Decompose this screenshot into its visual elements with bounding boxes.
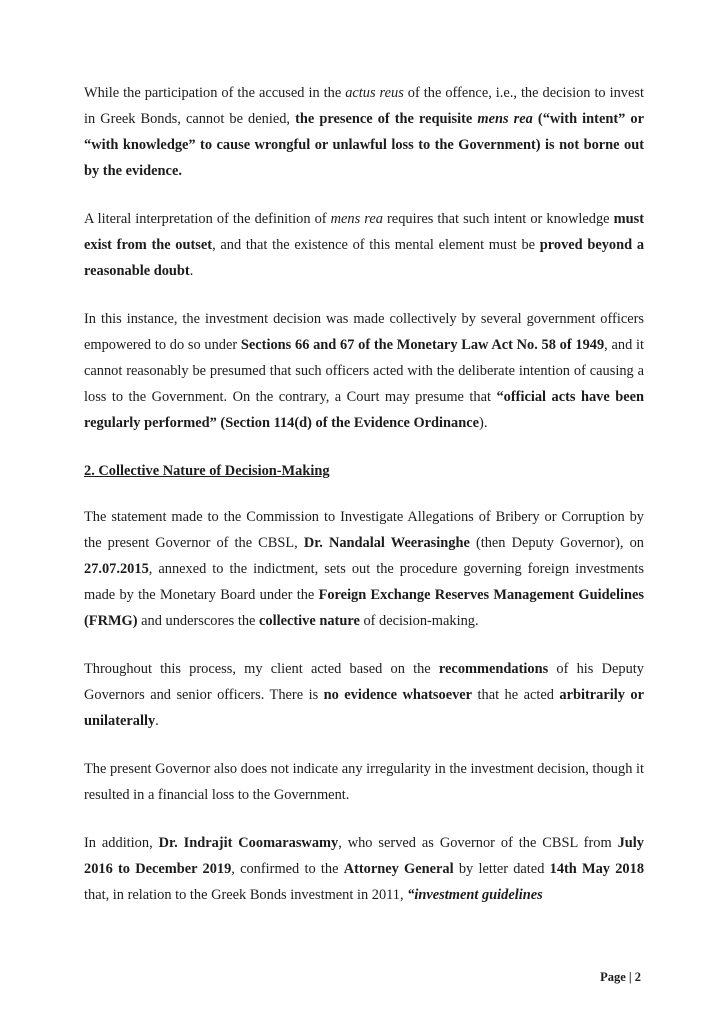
emphasis-run: arbitrarily or unilaterally — [84, 687, 644, 729]
text-run: of decision-making. — [359, 613, 479, 629]
text-run: Throughout this process, my client acted based on the — [84, 661, 439, 677]
text-run: The statement made to the Commission to Investigate Allegations of Bribery or Corruption by the present Governor of the CBSL, — [84, 509, 644, 551]
text-run: . — [189, 263, 194, 279]
paragraph — [84, 830, 644, 908]
paragraph — [84, 504, 644, 634]
text-run: requires that such intent or knowledge — [382, 211, 614, 227]
paragraph — [84, 306, 644, 436]
emphasis-run: Foreign Exchange Reserves Management Guidelines (FRMG) — [84, 587, 644, 629]
emphasis-run: Attorney General — [343, 861, 454, 877]
paragraph — [84, 80, 644, 184]
text-run: . — [155, 713, 159, 729]
emphasis-run: proved beyond a reasonable doubt — [84, 237, 645, 279]
page-number: Page | 2 — [600, 970, 641, 984]
paragraph — [84, 206, 644, 284]
text-run: The present Governor also does not indicate any irregularity in the investment decision, though it resulted in a financial loss to the Government. — [84, 761, 644, 803]
text-run: that, in relation to the Greek Bonds investment in 2011, — [84, 887, 408, 903]
emphasis-run: the presence of the requisite — [295, 111, 478, 127]
emphasis-run: “official acts have been regularly performed” (Section 114(d) of the Evidence Ordinance — [84, 389, 644, 431]
text-run: , and that the existence of this mental element must be — [212, 237, 540, 253]
emphasis-run: mens rea — [477, 111, 533, 127]
text-run: While the participation of the accused in the — [84, 85, 346, 101]
paragraph — [84, 756, 644, 808]
emphasis-run: July 2016 to December 2019 — [84, 835, 644, 877]
paragraph — [84, 656, 644, 734]
text-run: by letter dated — [453, 861, 550, 877]
text-run: of the offence, i.e., the decision to invest in Greek Bonds, cannot be denied, — [84, 85, 644, 127]
document-body — [84, 80, 644, 930]
text-run: (then Deputy Governor), on — [469, 535, 644, 551]
emphasis-run: “investment guidelines — [407, 887, 543, 903]
emphasis-run: must exist from the outset — [84, 211, 645, 253]
emphasis-run: collective nature — [259, 613, 360, 629]
text-run: In addition, — [84, 835, 159, 851]
emphasis-run: no evidence whatsoever — [323, 687, 473, 703]
emphasis-run: Dr. Nandalal Weerasinghe — [303, 535, 470, 551]
text-run: that he acted — [472, 687, 560, 703]
text-run: , confirmed to the — [231, 861, 344, 877]
text-run: ). — [479, 415, 488, 431]
text-run: In this instance, the investment decision was made collectively by several government officers empowered to do so under — [84, 311, 644, 353]
emphasis-run: Dr. Indrajit Coomaraswamy — [158, 835, 339, 851]
text-run: , annexed to the indictment, sets out the procedure governing foreign investments made by the Monetary Board under the — [84, 561, 644, 603]
emphasis-run: (“with intent” or “with knowledge” to cause wrongful or unlawful loss to the Government) is not borne out by the evidence. — [84, 111, 644, 179]
emphasis-run: recommendations — [438, 661, 549, 677]
text-run: , and it cannot reasonably be presumed that such officers acted with the deliberate intention of causing a loss to the Government. On the contrary, a Court may presume that — [84, 337, 644, 405]
emphasis-run: actus reus — [345, 85, 404, 101]
text-run: , who served as Governor of the CBSL from — [338, 835, 618, 851]
text-run: of his Deputy Governors and senior officers. There is — [84, 661, 644, 703]
text-run: A literal interpretation of the definition of — [84, 211, 331, 227]
emphasis-run: 14th May 2018 — [549, 861, 645, 877]
text-run: and underscores the — [137, 613, 260, 629]
emphasis-run: Sections 66 and 67 of the Monetary Law Act No. 58 of 1949 — [240, 337, 605, 353]
emphasis-run: 27.07.2015 — [84, 561, 149, 577]
emphasis-run: mens rea — [330, 211, 383, 227]
section-heading: 2. Collective Nature of Decision-Making — [84, 463, 330, 479]
